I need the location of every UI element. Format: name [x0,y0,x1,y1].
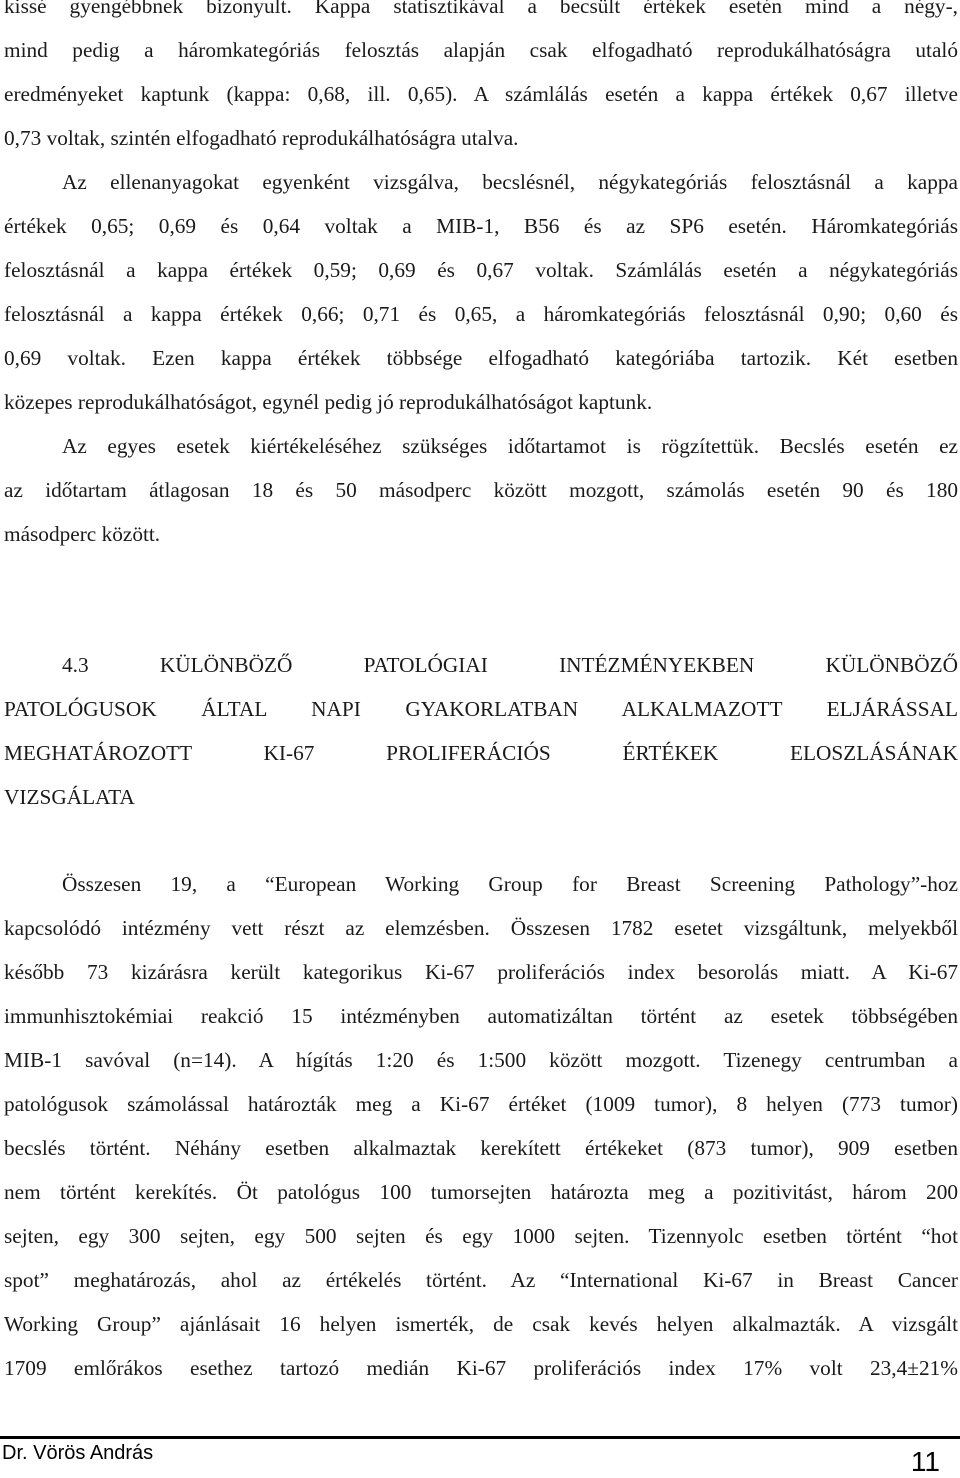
text-line: felosztásnál a kappa értékek 0,59; 0,69 és 0,67 voltak. Számlálás esetén a négykategóriás [4,258,958,282]
text-line: Az ellenanyagokat egyenként vizsgálva, becslésnél, négykategóriás felosztásnál a kappa [62,170,958,194]
text-line: kissé gyengébbnek bizonyult. Kappa statisztikával a becsült értékek esetén mind a négy-, [4,0,958,18]
text-line: értékek 0,65; 0,69 és 0,64 voltak a MIB-1, B56 és az SP6 esetén. Háromkategóriás [4,214,958,238]
text-line: közepes reprodukálhatóságot, egynél pedig jó reprodukálhatóságot kaptunk. [4,390,653,414]
text-line: nem történt kerekítés. Öt patológus 100 tumorsejten határozta meg a pozitivitást, három 200 [4,1180,958,1204]
text-line: patológusok számolással határozták meg a Ki-67 értéket (1009 tumor), 8 helyen (773 tumor) [4,1092,958,1116]
text-line: Összesen 19, a “European Working Group for Breast Screening Pathology”-hoz [62,872,958,896]
text-line: Az egyes esetek kiértékeléséhez szükséges időtartamot is rögzítettük. Becslés esetén ez [62,434,958,458]
heading-line: PATOLÓGUSOK ÁLTAL NAPI GYAKORLATBAN ALKALMAZOTT ELJÁRÁSSAL [4,697,958,721]
text-line: kapcsolódó intézmény vett részt az elemzésben. Összesen 1782 esetet vizsgáltunk, melyekből [4,916,958,940]
text-line: 0,73 voltak, szintén elfogadható reprodukálhatóságra utalva. [4,126,519,150]
text-line: Working Group” ajánlásait 16 helyen ismerték, de csak kevés helyen alkalmazták. A vizsgált [4,1312,958,1336]
heading-line: VIZSGÁLATA [4,785,135,809]
text-line: később 73 kizárásra került kategorikus Ki-67 proliferációs index besorolás miatt. A Ki-67 [4,960,958,984]
text-line: spot” meghatározás, ahol az értékelés történt. Az “International Ki-67 in Breast Cancer [4,1268,958,1292]
text-line: sejten, egy 300 sejten, egy 500 sejten és egy 1000 sejten. Tizennyolc esetben történt “hot [4,1224,958,1248]
text-line: másodperc között. [4,522,161,546]
text-line: becslés történt. Néhány esetben alkalmaztak kerekített értékeket (873 tumor), 909 esetben [4,1136,958,1160]
text-line: 1709 emlőrákos esethez tartozó medián Ki-67 proliferációs index 17% volt 23,4±21% [4,1356,958,1380]
page-number: 11 [910,1446,940,1477]
heading-line: MEGHATÁROZOTT KI-67 PROLIFERÁCIÓS ÉRTÉKEK ELOSZLÁSÁNAK [4,741,958,765]
heading-line: 4.3 KÜLÖNBÖZŐ PATOLÓGIAI INTÉZMÉNYEKBEN KÜLÖNBÖZŐ [62,653,958,677]
text-line: mind pedig a háromkategóriás felosztás alapján csak elfogadható reprodukálhatóságra utaló [4,38,958,62]
text-line: az időtartam átlagosan 18 és 50 másodperc között mozgott, számolás esetén 90 és 180 [4,478,958,502]
text-line: felosztásnál a kappa értékek 0,66; 0,71 és 0,65, a háromkategóriás felosztásnál 0,90; 0,60 és [4,302,958,326]
footer-author: Dr. Vörös András [2,1442,154,1464]
text-line: MIB-1 savóval (n=14). A hígítás 1:20 és 1:500 között mozgott. Tizenegy centrumban a [4,1048,958,1072]
text-line: immunhisztokémiai reakció 15 intézményben automatizáltan történt az esetek többségében [4,1004,958,1028]
footer-rule [0,1436,960,1439]
text-line: 0,69 voltak. Ezen kappa értékek többsége elfogadható kategóriába tartozik. Két esetben [4,346,958,370]
text-line: eredményeket kaptunk (kappa: 0,68, ill. 0,65). A számlálás esetén a kappa értékek 0,67 illetve [4,82,958,106]
